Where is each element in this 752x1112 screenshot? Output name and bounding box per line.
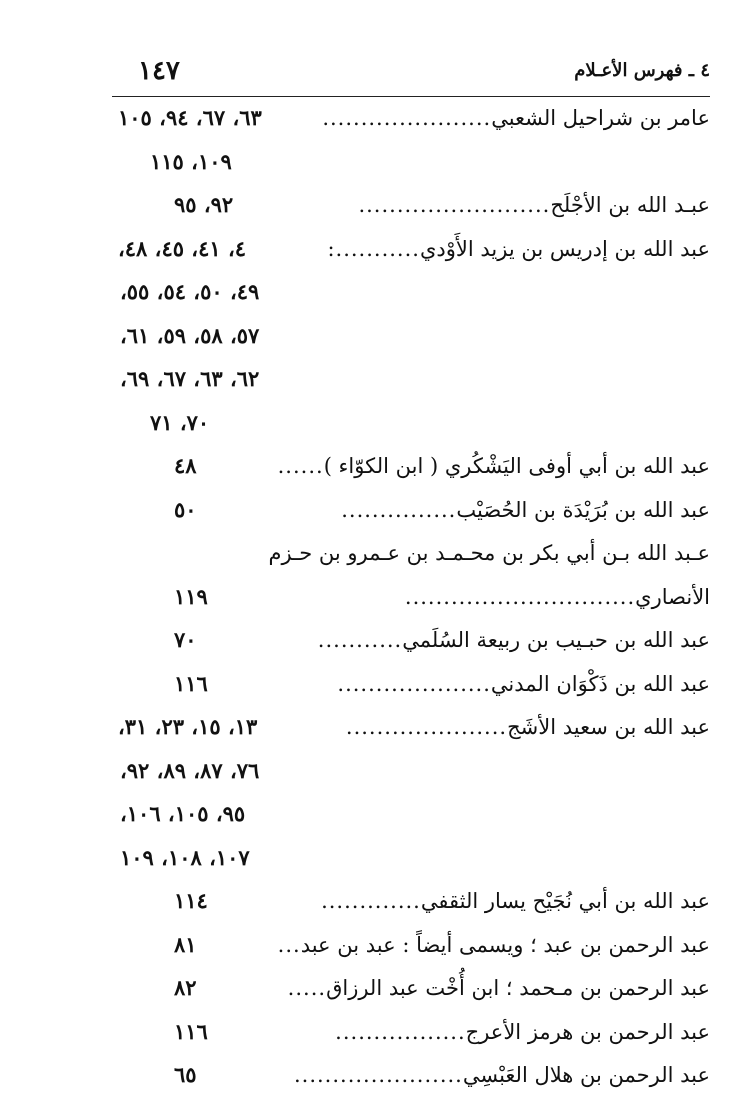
index-entry	[110, 881, 710, 921]
entry-pages: ٦٥	[174, 1062, 197, 1087]
entry-pages: ٤، ٤١، ٤٥، ٤٨،	[118, 235, 247, 261]
entry-pages: ٦٣، ٦٧، ٩٤، ١٠٥	[118, 105, 262, 130]
entry-pages: ٨١	[174, 931, 197, 957]
entry-name: عبد الله بن ذَكْوَان المدني	[490, 671, 710, 696]
page-header	[112, 56, 710, 92]
index-entry	[110, 446, 710, 486]
page-list-continuation: ١٠٧، ١٠٨، ١٠٩	[120, 844, 250, 870]
page-list-continuation: ٧٠، ٧١	[150, 409, 210, 435]
page-list-continuation: ٩٥، ١٠٥، ١٠٦،	[120, 801, 246, 826]
entry-name: عبد الله بن أبي نُجَيْح يسار الثقفي	[420, 889, 710, 913]
index-entry	[110, 968, 710, 1008]
page-list-continuation: ٦٢، ٦٣، ٦٧، ٦٩،	[120, 366, 260, 391]
leader-dots: ......	[277, 454, 324, 478]
index-entry	[110, 229, 710, 269]
header-rule	[112, 96, 710, 97]
page-number: ١٤٧	[138, 56, 180, 86]
entry-name: عبد الرحمن بن هرمز الأعرج	[465, 1019, 710, 1044]
entry-pages: ٩٢، ٩٥	[174, 192, 234, 217]
index-entry	[110, 707, 710, 747]
entry-pages: ٤٨	[174, 453, 197, 478]
entry-pages: ١١٦	[174, 1018, 208, 1044]
entry-pages: ١١٦	[174, 670, 208, 696]
entry-name: عـبد الله بـن أبي بكر بن محـمـد بن عـمرو بن حـزم	[268, 541, 710, 565]
entry-pages: ١١٤	[174, 888, 208, 913]
entry-name: عبد الله بن بُرَيْدَة بن الحُصَيْب	[456, 497, 710, 522]
leader-dots: ....................	[337, 671, 491, 696]
leader-dots: ...........:	[327, 236, 420, 261]
entry-pages: ٧٠	[174, 627, 197, 652]
entry-name: عبد الرحمن بن عبد ؛ ويسمى أيضاً : عبد بن عبد	[300, 932, 710, 957]
page-list-continuation: ٤٩، ٥٠، ٥٤، ٥٥،	[120, 279, 260, 304]
index-entry	[110, 533, 710, 573]
leader-dots: .................	[335, 1019, 466, 1044]
entry-name: عبد الرحمن بن مـحمد ؛ ابن أُخْت عبد الرزاق	[326, 976, 710, 1000]
entry-name: عبد الله بن إدريس بن يزيد الأَوْدي	[419, 236, 710, 261]
leader-dots: .....	[287, 976, 327, 1000]
leader-dots: ......................	[322, 106, 492, 130]
index-entry	[110, 1055, 710, 1095]
leader-dots: ...............	[341, 497, 457, 522]
entry-pages: ١٣، ١٥، ٢٣، ٣١،	[118, 714, 258, 739]
leader-dots: .........................	[358, 193, 551, 217]
entry-pages: ٨٢	[174, 975, 197, 1000]
entry-name: عبد الله بن حبـيب بن ربيعة السُلَمي	[402, 628, 710, 652]
page-list-continuation: ٥٧، ٥٨، ٥٩، ٦١،	[120, 322, 260, 348]
entry-name: عبد الله بن أبي أوفى اليَشْكُري ( ابن الكوّاء )	[323, 454, 710, 478]
leader-dots: ...	[277, 932, 301, 957]
entry-pages: ٥٠	[174, 496, 197, 522]
leader-dots: ..............................	[404, 584, 636, 609]
index-entry	[110, 490, 710, 530]
index-entry	[110, 185, 710, 225]
entry-name: عامر بن شراحيل الشعبي	[491, 106, 710, 130]
index-entry	[110, 98, 710, 138]
leader-dots: .....................	[345, 715, 508, 739]
running-title: ٤ ـ فهرس الأعـلام	[574, 60, 710, 81]
leader-dots: ......................	[293, 1063, 463, 1087]
leader-dots: ...........	[317, 628, 403, 652]
page-list-continuation: ١٠٩، ١١٥	[150, 148, 232, 174]
index-entry	[110, 1012, 710, 1052]
index-entry	[110, 925, 710, 965]
index-entry	[110, 664, 710, 704]
leader-dots: .............	[321, 889, 421, 913]
index-entry	[110, 577, 710, 617]
entry-name: عبد الله بن سعيد الأشَج	[507, 715, 710, 739]
entry-name: عبد الرحمن بن هلال العَبْسِي	[462, 1063, 710, 1087]
entry-pages: ١١٩	[174, 583, 208, 609]
entry-name: الأنصاري	[635, 584, 710, 609]
entry-name: عبـد الله بن الأجْلَح	[550, 193, 710, 217]
page-list-continuation: ٧٦، ٨٧، ٨٩، ٩٢،	[120, 757, 260, 783]
index-entry	[110, 620, 710, 660]
